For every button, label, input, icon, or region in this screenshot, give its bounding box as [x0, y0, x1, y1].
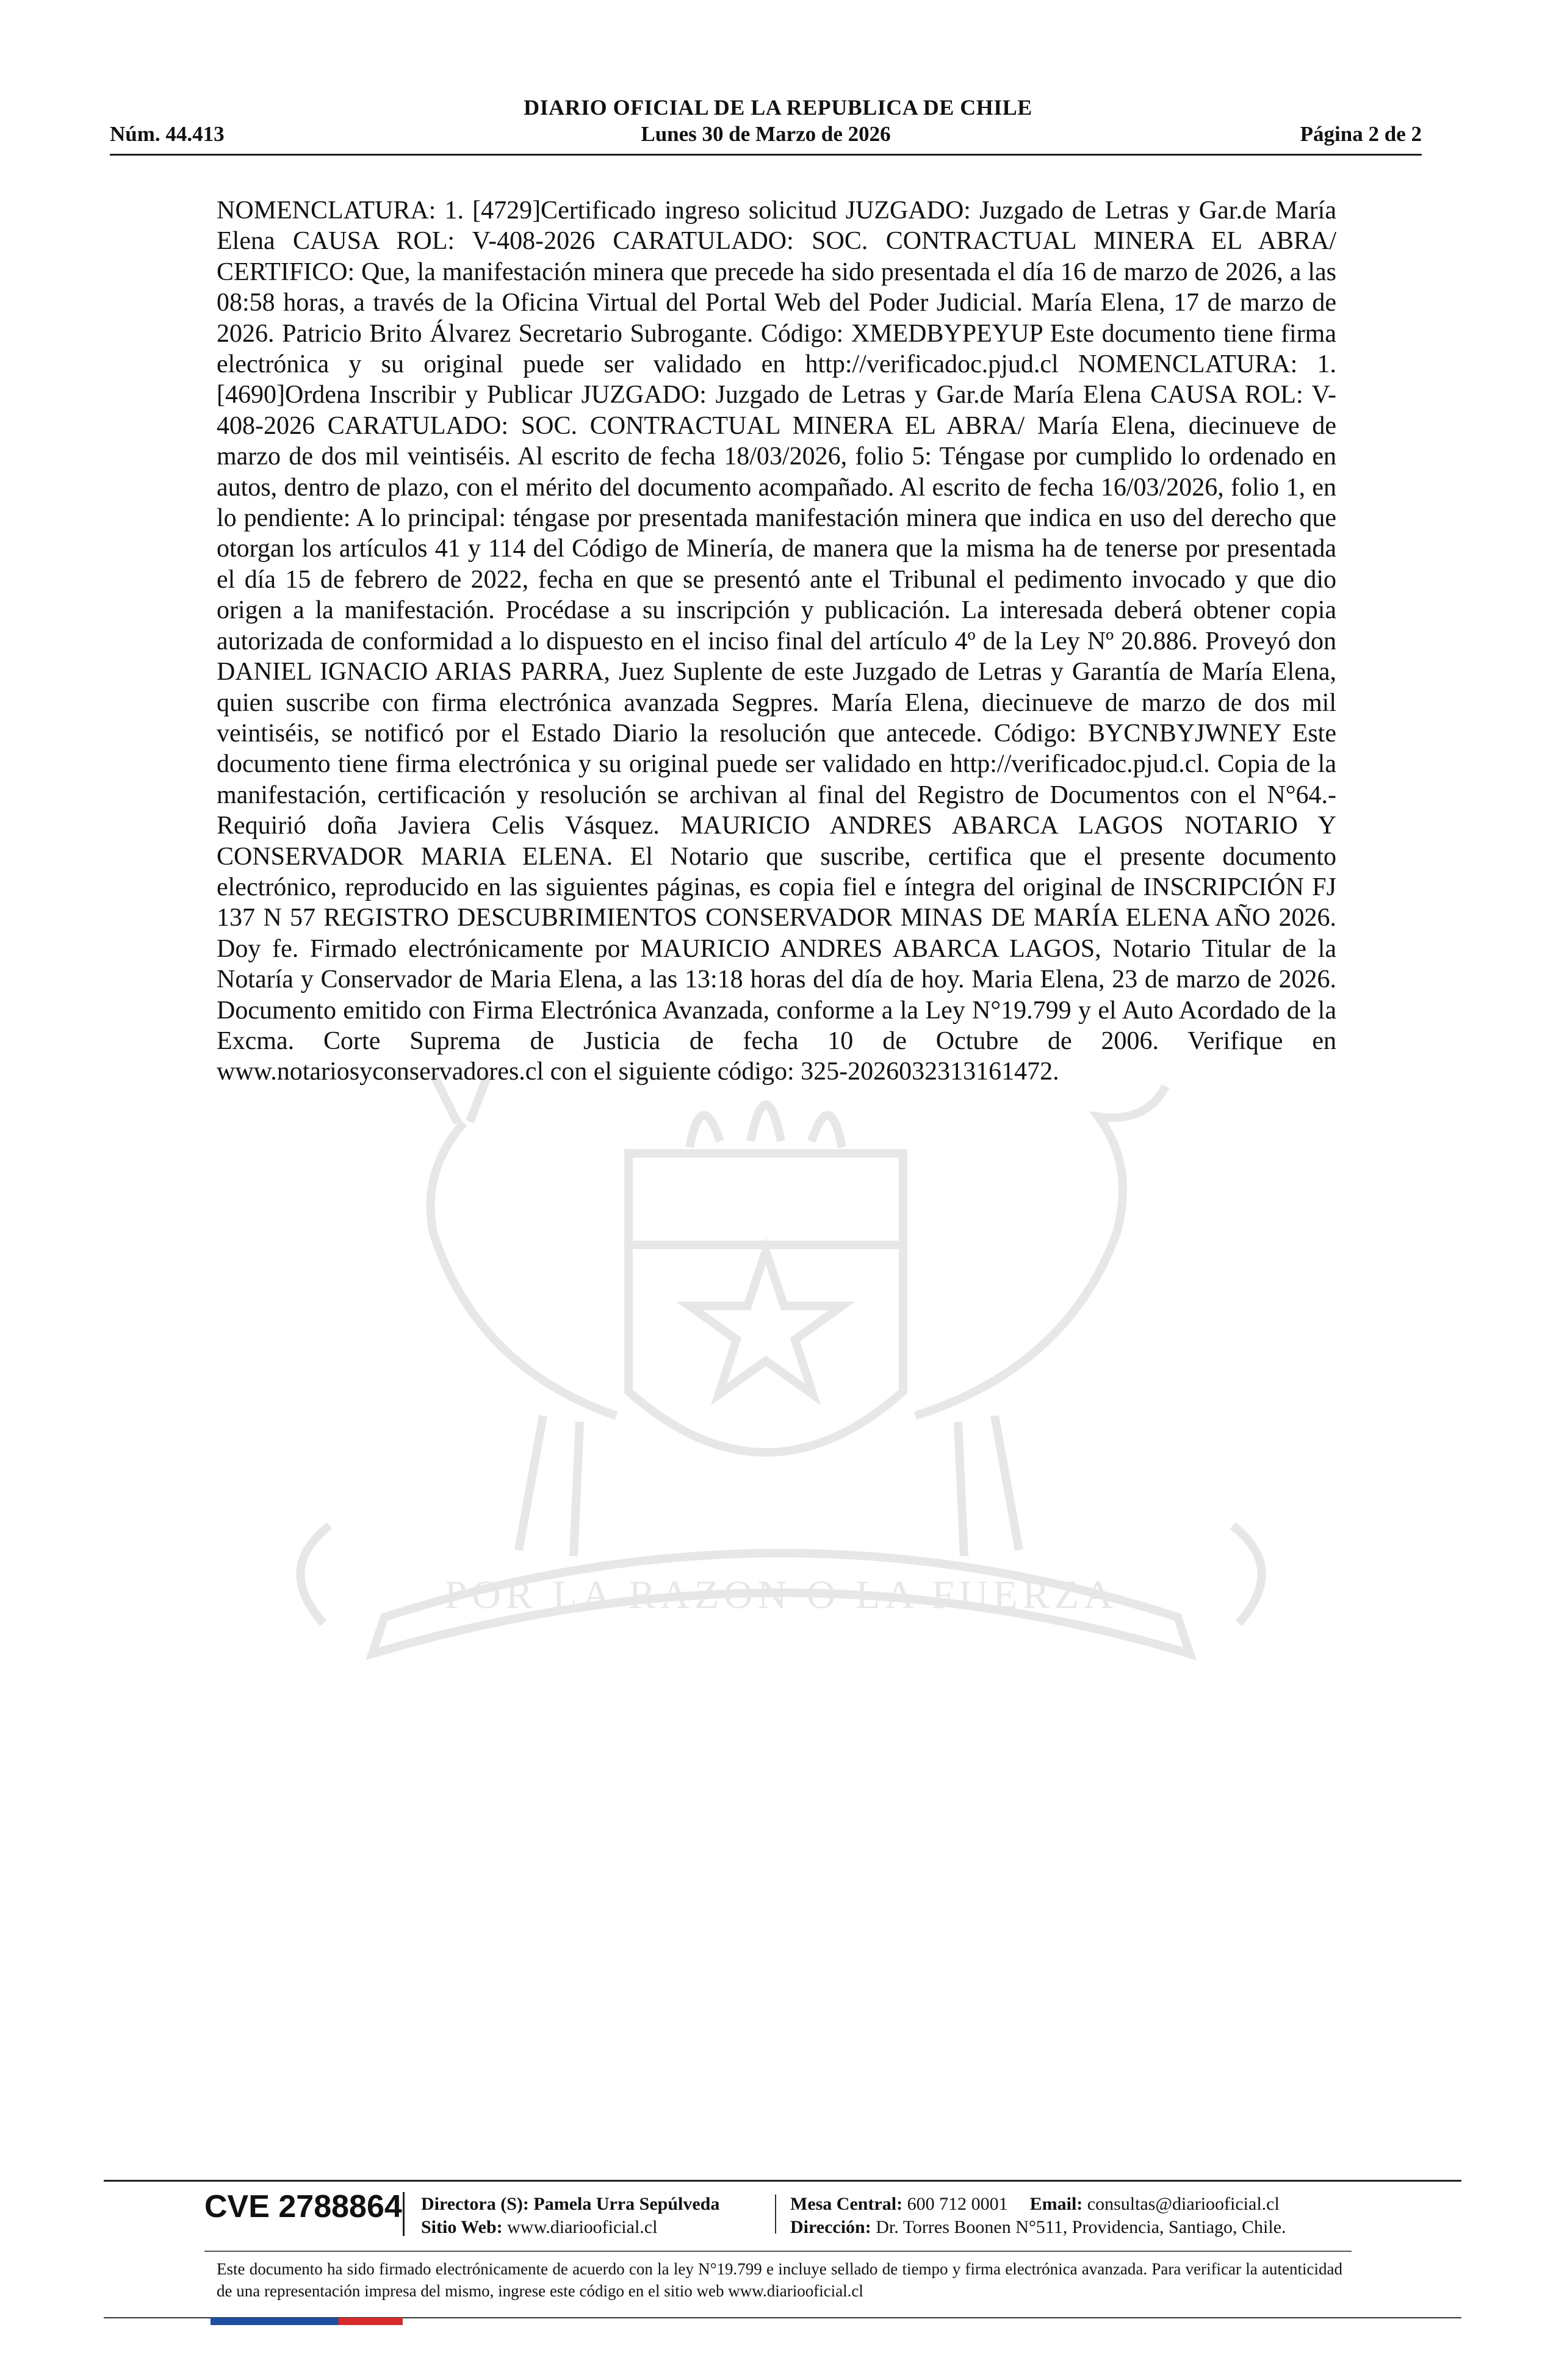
- chilean-coat-of-arms-watermark: [201, 1050, 1361, 1660]
- gazette-title: DIARIO OFICIAL DE LA REPUBLICA DE CHILE: [524, 95, 1032, 120]
- flag-blue-segment: [275, 2318, 339, 2325]
- email-label: Email:: [1029, 2194, 1083, 2214]
- flag-red-segment: [339, 2318, 403, 2325]
- footer-contact-block: [790, 2193, 1286, 2239]
- email-link[interactable]: consultas@diariooficial.cl: [1087, 2194, 1280, 2214]
- flag-color-bar: [211, 2318, 403, 2325]
- footer-signature-note: Este documento ha sido firmado electrónicamente de acuerdo con la ley N°19.799 e incluye sellado de tiempo y firma electrónica avanzada. Para verificar la autenticidad de una representación impresa del mismo, ingrese este código en el sitio web www.diariooficial.cl: [217, 2260, 1342, 2300]
- page-indicator: Página 2 de 2: [1300, 122, 1422, 146]
- address-value: Dr. Torres Boonen N°511, Providencia, Santiago, Chile.: [876, 2217, 1286, 2237]
- cve-code: CVE 2788864: [204, 2189, 402, 2224]
- director-name: Pamela Urra Sepúlveda: [533, 2194, 720, 2214]
- header-row: [110, 122, 1422, 153]
- issue-date: Lunes 30 de Marzo de 2026: [641, 122, 891, 146]
- mesa-central-phone: 600 712 0001: [907, 2194, 1008, 2214]
- issue-number: Núm. 44.413: [110, 122, 225, 146]
- director-label: Directora (S):: [421, 2194, 529, 2214]
- website-link[interactable]: www.diariooficial.cl: [507, 2217, 658, 2237]
- footer-director-block: [421, 2193, 719, 2239]
- header-divider: [110, 154, 1422, 156]
- footer-top-divider: [104, 2180, 1461, 2182]
- address-label: Dirección:: [790, 2217, 871, 2237]
- watermark-motto: POR LA RAZON O LA FUERZA: [444, 1573, 1118, 1617]
- cve-separator: [403, 2192, 405, 2236]
- flag-blue-segment: [211, 2318, 275, 2325]
- footer-mid-divider: [204, 2251, 1352, 2252]
- website-label: Sitio Web:: [421, 2217, 503, 2237]
- publication-body: NOMENCLATURA: 1. [4729]Certificado ingreso solicitud JUZGADO: Juzgado de Letras y Gar.de María Elena CAUSA ROL: V-408-2026 CARATULADO: SOC. CONTRACTUAL MINERA EL ABRA/ CERTIFICO: Que, la manifestación minera que precede ha sido presentada el día 16 de marzo de 2026, a las 08:58 horas, a través de la Oficina Virtual del Portal Web del Poder Judicial. María Elena, 17 de marzo de 2026. Patricio Brito Álvarez Secretario Subrogante. Código: XMEDBYPEYUP Este documento tiene firma electrónica y su original puede ser validado en http://verificadoc.pjud.cl NOMENCLATURA: 1. [4690]Ordena Inscribir y Publicar JUZGADO: Juzgado de Letras y Gar.de María Elena CAUSA ROL: V-408-2026 CARATULADO: SOC. CONTRACTUAL MINERA EL ABRA/ María Elena, diecinueve de marzo de dos mil veintiséis. Al escrito de fecha 18/03/2026, folio 5: Téngase por cumplido lo ordenado en autos, dentro de plazo, con el mérito del documento acompañado. Al escrito de fecha 16/03/2026, folio 1, en lo pendiente: A lo principal: téngase por presentada manifestación minera que indica en uso del derecho que otorgan los artículos 41 y 114 del Código de Minería, de manera que la misma ha de tenerse por presentada el día 15 de febrero de 2022, fecha en que se presentó ante el Tribunal el pedimento invocado y que dio origen a la manifestación. Procédase a su inscripción y publicación. La interesada deberá obtener copia autorizada de conformidad a lo dispuesto en el inciso final del artículo 4º de la Ley Nº 20.886. Proveyó don DANIEL IGNACIO ARIAS PARRA, Juez Suplente de este Juzgado de Letras y Garantía de María Elena, quien suscribe con firma electrónica avanzada Segpres. María Elena, diecinueve de marzo de dos mil veintiséis, se notificó por el Estado Diario la resolución que antecede. Código: BYCNBYJWNEY Este documento tiene firma electrónica y su original puede ser validado en http://verificadoc.pjud.cl. Copia de la manifestación, certificación y resolución se archivan al final del Registro de Documentos con el N°64.- Requirió doña Javiera Celis Vásquez. MAURICIO ANDRES ABARCA LAGOS NOTARIO Y CONSERVADOR MARIA ELENA. El Notario que suscribe, certifica que el presente documento electrónico, reproducido en las siguientes páginas, es copia fiel e íntegra del original de INSCRIPCIÓN FJ 137 N 57 REGISTRO DESCUBRIMIENTOS CONSERVADOR MINAS DE MARÍA ELENA AÑO 2026. Doy fe. Firmado electrónicamente por MAURICIO ANDRES ABARCA LAGOS, Notario Titular de la Notaría y Conservador de Maria Elena, a las 13:18 horas del día de hoy. Maria Elena, 23 de marzo de 2026. Documento emitido con Firma Electrónica Avanzada, conforme a la Ley N°19.799 y el Auto Acordado de la Excma. Corte Suprema de Justicia de fecha 10 de Octubre de 2006. Verifique en www.notariosyconservadores.cl con el siguiente código: 325-2026032313161472.: [217, 197, 1336, 1086]
- footer-separator: [775, 2194, 776, 2234]
- mesa-central-label: Mesa Central:: [790, 2194, 903, 2214]
